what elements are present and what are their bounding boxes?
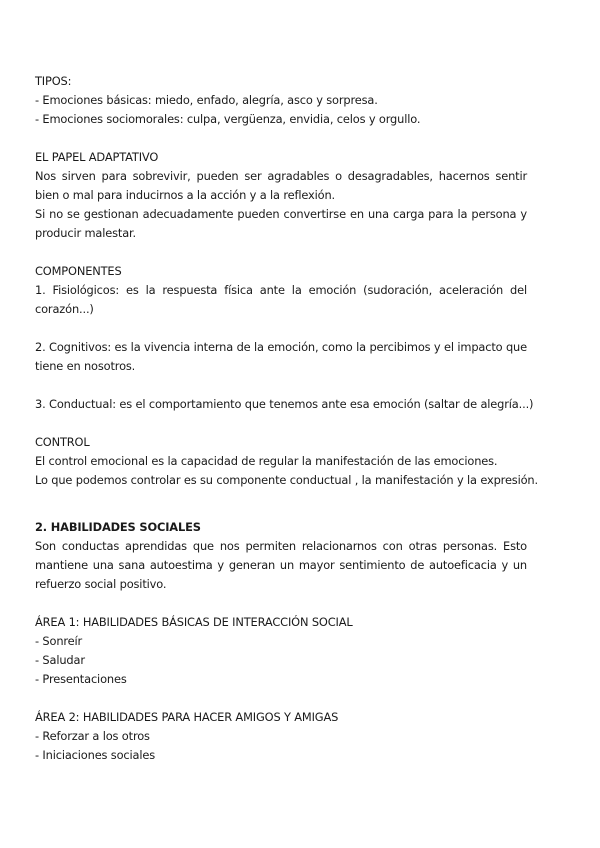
area1-heading: ÁREA 1: HABILIDADES BÁSICAS DE INTERACCIÓN SOCIAL bbox=[35, 615, 353, 629]
list-item: - Saludar bbox=[35, 653, 85, 667]
document-content bbox=[35, 72, 538, 765]
componente-conductual: 3. Conductual: es el comportamiento que tenemos ante esa emoción (saltar de alegría...) bbox=[35, 397, 534, 411]
list-item: - Iniciaciones sociales bbox=[35, 748, 156, 762]
tipos-heading: TIPOS: bbox=[35, 74, 72, 88]
area2-heading: ÁREA 2: HABILIDADES PARA HACER AMIGOS Y AMIGAS bbox=[35, 710, 339, 724]
papel-heading: EL PAPEL ADAPTATIVO bbox=[35, 150, 159, 164]
list-item: - Emociones básicas: miedo, enfado, alegría, asco y sorpresa. bbox=[35, 93, 378, 107]
list-item: - Emociones sociomorales: culpa, vergüenza, envidia, celos y orgullo. bbox=[35, 112, 421, 126]
control-line-1: El control emocional es la capacidad de regular la manifestación de las emociones. bbox=[35, 454, 498, 468]
habilidades-paragraph: Son conductas aprendidas que nos permiten relacionarnos con otras personas. Esto mantiene una sana autoestima y generan un mayor sentimiento de autoeficacia y un refuerzo social positivo. bbox=[35, 539, 527, 591]
componente-fisiologico: 1. Fisiológicos: es la respuesta física ante la emoción (sudoración, aceleración del corazón...) bbox=[35, 283, 527, 316]
componente-cognitivo: 2. Cognitivos: es la vivencia interna de la emoción, como la percibimos y el impacto que tiene en nosotros. bbox=[35, 340, 527, 373]
papel-paragraph-2: Si no se gestionan adecuadamente pueden convertirse en una carga para la persona y producir malestar. bbox=[35, 207, 527, 240]
papel-paragraph-1: Nos sirven para sobrevivir, pueden ser agradables o desagradables, hacernos sentir bien o mal para inducirnos a la acción y a la reflexión. bbox=[35, 169, 527, 202]
control-heading: CONTROL bbox=[35, 435, 90, 449]
list-item: - Sonreír bbox=[35, 634, 83, 648]
list-item: - Reforzar a los otros bbox=[35, 729, 150, 743]
control-line-2: Lo que podemos controlar es su componente conductual , la manifestación y la expresión. bbox=[35, 473, 538, 487]
habilidades-heading: 2. HABILIDADES SOCIALES bbox=[35, 520, 201, 534]
componentes-heading: COMPONENTES bbox=[35, 264, 122, 278]
list-item: - Presentaciones bbox=[35, 672, 127, 686]
